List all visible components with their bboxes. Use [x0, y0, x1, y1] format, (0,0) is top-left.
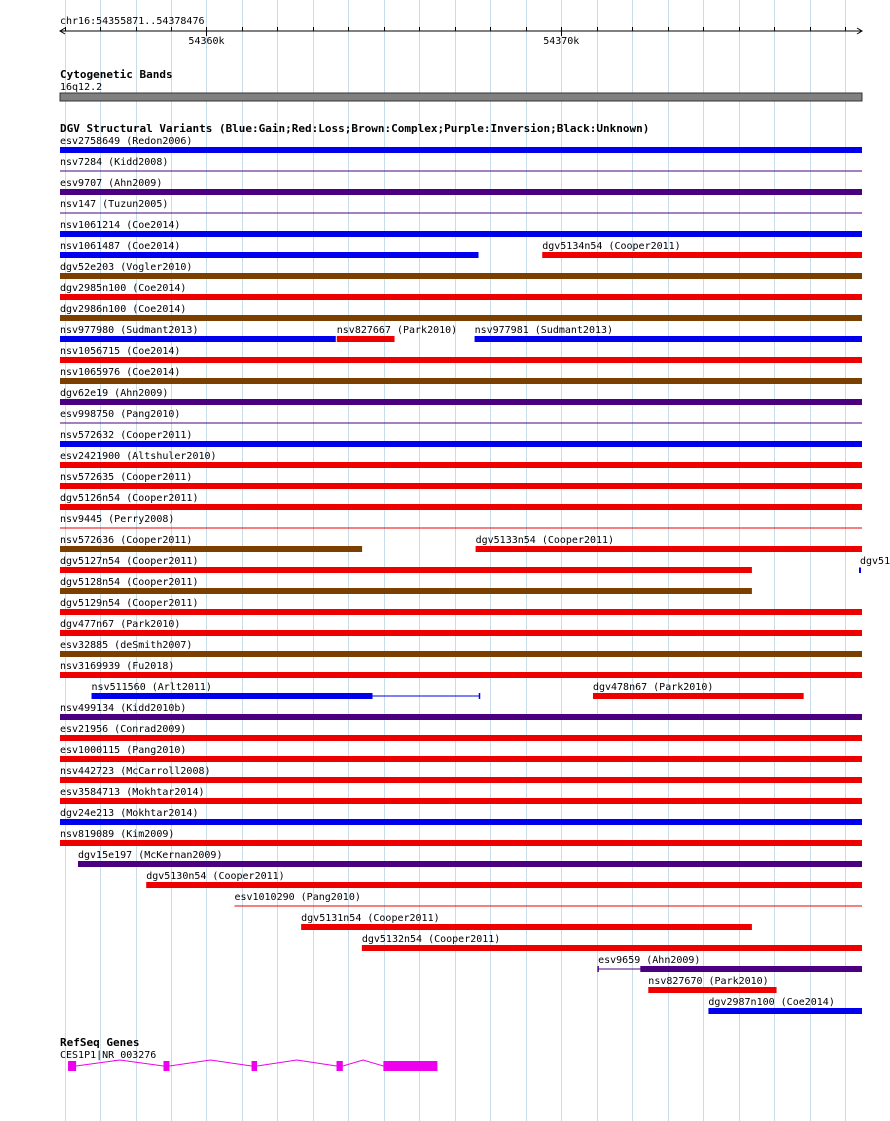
- sv-bar[interactable]: [146, 882, 862, 888]
- sv-bar[interactable]: [60, 462, 862, 468]
- sv-feature-label: esv9707 (Ahn2009): [60, 178, 163, 189]
- sv-bar[interactable]: [60, 588, 752, 594]
- sv-feature-label: dgv5134n54 (Cooper2011): [542, 241, 681, 252]
- sv-bar[interactable]: [60, 609, 862, 615]
- sv-bar[interactable]: [60, 483, 862, 489]
- cytoband-bar[interactable]: [60, 93, 862, 101]
- sv-feature-label: dgv477n67 (Park2010): [60, 619, 181, 630]
- sv-feature-label: nsv1061214 (Coe2014): [60, 220, 181, 231]
- sv-feature[interactable]: [593, 682, 804, 699]
- sv-feature[interactable]: [60, 241, 479, 258]
- sv-feature-label: dgv5130n54 (Cooper2011): [146, 871, 285, 882]
- cytoband-track: [60, 68, 862, 101]
- sv-bar[interactable]: [60, 315, 862, 321]
- sv-bar[interactable]: [337, 336, 395, 342]
- sv-feature[interactable]: [60, 724, 862, 741]
- sv-bar[interactable]: [60, 378, 862, 384]
- dgv-track: [60, 122, 890, 1014]
- sv-feature-label: nsv827667 (Park2010): [336, 325, 458, 336]
- sv-feature-label: esv998750 (Pang2010): [60, 409, 181, 420]
- gene-intron: [257, 1060, 336, 1066]
- gene-label: CES1P1|NR_003276: [60, 1050, 157, 1061]
- sv-feature[interactable]: [60, 157, 862, 171]
- sv-bar[interactable]: [92, 693, 373, 699]
- sv-bar[interactable]: [60, 399, 862, 405]
- sv-feature[interactable]: [60, 472, 862, 489]
- sv-feature-label: nsv7284 (Kidd2008): [60, 157, 169, 168]
- sv-bar[interactable]: [60, 777, 862, 783]
- sv-bar[interactable]: [60, 630, 862, 636]
- sv-bar[interactable]: [60, 231, 862, 237]
- gene-exon[interactable]: [163, 1061, 169, 1071]
- sv-feature[interactable]: [362, 934, 862, 951]
- cytoband-label: 16q12.2: [60, 82, 103, 93]
- sv-bar[interactable]: [640, 966, 862, 972]
- sv-feature[interactable]: [60, 430, 862, 447]
- sv-feature-label: nsv977981 (Sudmant2013): [474, 325, 614, 336]
- sv-bar[interactable]: [60, 147, 862, 153]
- sv-feature[interactable]: [60, 451, 862, 468]
- sv-feature[interactable]: [337, 325, 457, 342]
- sv-feature-label: nsv977980 (Sudmant2013): [60, 325, 199, 336]
- sv-bar[interactable]: [60, 441, 862, 447]
- sv-bar[interactable]: [60, 672, 862, 678]
- sv-feature[interactable]: [60, 304, 862, 321]
- sv-bar[interactable]: [301, 924, 752, 930]
- gene-exon[interactable]: [68, 1061, 76, 1071]
- sv-feature[interactable]: [60, 388, 862, 405]
- sv-feature[interactable]: [60, 346, 862, 363]
- sv-feature-label: nsv827670 (Park2010): [648, 976, 769, 987]
- sv-bar[interactable]: [60, 504, 862, 510]
- gene-exon[interactable]: [383, 1061, 437, 1071]
- dgv-features: [60, 136, 890, 1014]
- sv-feature-label: esv2758649 (Redon2006): [60, 136, 193, 147]
- sv-feature[interactable]: [60, 325, 336, 342]
- sv-bar[interactable]: [60, 294, 862, 300]
- sv-feature-label: dgv51: [860, 556, 890, 567]
- ruler-tick-label: 54370k: [543, 36, 580, 47]
- sv-feature[interactable]: [60, 514, 862, 528]
- sv-feature[interactable]: [60, 535, 362, 552]
- sv-feature-label: nsv511560 (Arlt2011): [91, 682, 212, 693]
- sv-bar[interactable]: [362, 945, 862, 951]
- sv-feature-label: nsv819089 (Kim2009): [60, 829, 175, 840]
- sv-feature-label: nsv572636 (Cooper2011): [60, 535, 193, 546]
- refseq-track: [60, 1036, 437, 1071]
- sv-feature[interactable]: [60, 829, 862, 846]
- sv-feature-label: nsv572632 (Cooper2011): [60, 430, 193, 441]
- sv-bar[interactable]: [542, 252, 862, 258]
- sv-feature[interactable]: [598, 955, 862, 972]
- sv-feature[interactable]: [92, 682, 480, 699]
- sv-feature-label: esv2421900 (Altshuler2010): [60, 451, 217, 462]
- sv-feature-label: esv9659 (Ahn2009): [598, 955, 701, 966]
- sv-feature[interactable]: [60, 766, 862, 783]
- sv-feature[interactable]: [60, 136, 862, 153]
- sv-bar[interactable]: [78, 861, 862, 867]
- sv-feature-label: dgv5128n54 (Cooper2011): [60, 577, 199, 588]
- ruler-tick-label: 54360k: [188, 36, 225, 47]
- sv-feature[interactable]: [60, 661, 862, 678]
- sv-feature-label: dgv5131n54 (Cooper2011): [301, 913, 440, 924]
- sv-feature[interactable]: [60, 598, 862, 615]
- sv-feature[interactable]: [60, 493, 862, 510]
- dgv-track-title[interactable]: DGV Structural Variants (Blue:Gain;Red:Loss;Brown:Complex;Purple:Inversion;Black:Unknown): [60, 122, 650, 135]
- sv-feature-label: dgv478n67 (Park2010): [592, 682, 714, 693]
- sv-feature-label: nsv1056715 (Coe2014): [60, 346, 181, 357]
- sv-feature[interactable]: [146, 871, 862, 888]
- sv-feature-label: dgv52e203 (Vogler2010): [60, 262, 193, 273]
- sv-feature-label: dgv5132n54 (Cooper2011): [361, 934, 501, 945]
- sv-feature-label: dgv15e197 (McKernan2009): [77, 850, 223, 861]
- sv-feature[interactable]: [60, 220, 862, 237]
- sv-feature-label: nsv442723 (McCarroll2008): [60, 766, 211, 777]
- sv-feature[interactable]: [542, 241, 862, 258]
- sv-bar[interactable]: [475, 336, 862, 342]
- sv-feature-label: dgv24e213 (Mokhtar2014): [60, 808, 199, 819]
- gene-exon[interactable]: [337, 1061, 343, 1071]
- sv-feature[interactable]: [60, 619, 862, 636]
- sv-bar[interactable]: [60, 819, 862, 825]
- sv-feature[interactable]: [60, 409, 862, 423]
- sv-feature[interactable]: [648, 976, 776, 993]
- sv-bar[interactable]: [60, 189, 862, 195]
- sv-feature-label: esv21956 (Conrad2009): [60, 724, 187, 735]
- sv-feature[interactable]: [60, 262, 862, 279]
- sv-feature-label: esv1010290 (Pang2010): [234, 892, 361, 903]
- sv-bar[interactable]: [60, 735, 862, 741]
- sv-feature-label: nsv1061487 (Coe2014): [60, 241, 181, 252]
- sv-feature[interactable]: [60, 787, 862, 804]
- sv-feature-label: esv32885 (deSmith2007): [60, 640, 193, 651]
- ruler-track: [60, 16, 862, 47]
- sv-bar[interactable]: [60, 252, 479, 258]
- sv-bar[interactable]: [476, 546, 862, 552]
- sv-feature-label: nsv572635 (Cooper2011): [60, 472, 193, 483]
- sv-feature-label: dgv5127n54 (Cooper2011): [60, 556, 199, 567]
- cytoband-track-title[interactable]: Cytogenetic Bands: [60, 68, 173, 81]
- sv-bar[interactable]: [60, 567, 752, 573]
- sv-feature[interactable]: [860, 556, 890, 573]
- sv-feature-label: dgv2987n100 (Coe2014): [708, 997, 835, 1008]
- sv-feature[interactable]: [60, 556, 752, 573]
- sv-bar[interactable]: [648, 987, 776, 993]
- sv-bar[interactable]: [60, 357, 862, 363]
- sv-feature-label: nsv147 (Tuzun2005): [60, 199, 169, 210]
- sv-feature-label: dgv2985n100 (Coe2014): [60, 283, 187, 294]
- sv-bar[interactable]: [708, 1008, 862, 1014]
- sv-bar[interactable]: [60, 840, 862, 846]
- gene-model[interactable]: [68, 1060, 437, 1071]
- sv-feature[interactable]: [60, 283, 862, 300]
- sv-bar[interactable]: [60, 798, 862, 804]
- sv-feature-label: dgv5126n54 (Cooper2011): [60, 493, 199, 504]
- sv-feature[interactable]: [60, 178, 862, 195]
- sv-bar[interactable]: [60, 336, 336, 342]
- gene-exon[interactable]: [252, 1061, 258, 1071]
- sv-feature[interactable]: [60, 745, 862, 762]
- sv-feature[interactable]: [708, 997, 862, 1014]
- sv-feature[interactable]: [60, 577, 752, 594]
- gene-intron: [169, 1060, 251, 1066]
- sv-bar[interactable]: [60, 273, 862, 279]
- sv-feature-label: nsv3169939 (Fu2018): [60, 661, 175, 672]
- sv-feature-label: dgv2986n100 (Coe2014): [60, 304, 187, 315]
- sv-feature[interactable]: [60, 199, 862, 213]
- sv-feature-label: nsv1065976 (Coe2014): [60, 367, 181, 378]
- sv-feature[interactable]: [234, 892, 862, 906]
- sv-feature-label: esv3584713 (Mokhtar2014): [60, 787, 205, 798]
- sv-bar[interactable]: [60, 756, 862, 762]
- sv-bar[interactable]: [60, 546, 362, 552]
- sv-bar[interactable]: [60, 714, 862, 720]
- sv-feature[interactable]: [60, 808, 862, 825]
- sv-feature[interactable]: [60, 703, 862, 720]
- sv-feature-label: nsv499134 (Kidd2010b): [60, 703, 187, 714]
- sv-feature[interactable]: [78, 850, 862, 867]
- sv-feature[interactable]: [60, 367, 862, 384]
- sv-feature-label: esv1000115 (Pang2010): [60, 745, 187, 756]
- sv-feature-label: nsv9445 (Perry2008): [60, 514, 175, 525]
- sv-bar[interactable]: [60, 651, 862, 657]
- sv-feature[interactable]: [60, 640, 862, 657]
- sv-feature-label: dgv5133n54 (Cooper2011): [475, 535, 615, 546]
- sv-feature-label: dgv5129n54 (Cooper2011): [60, 598, 199, 609]
- sv-feature-label: dgv62e19 (Ahn2009): [60, 388, 169, 399]
- sv-bar[interactable]: [593, 693, 804, 699]
- ruler-location-label: chr16:54355871..54378476: [60, 16, 205, 27]
- refseq-track-title[interactable]: RefSeq Genes: [60, 1036, 140, 1049]
